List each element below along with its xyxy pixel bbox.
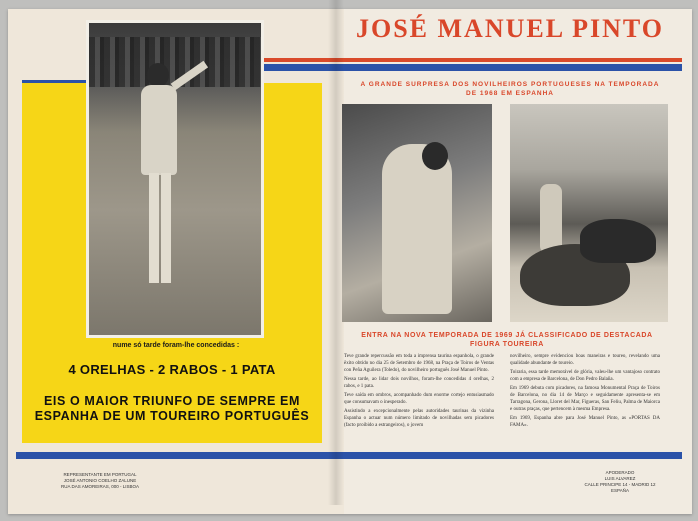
top-red-stripe-right: [262, 58, 682, 62]
trophies-intro: nume só tarde foram-lhe concedidas :: [112, 342, 240, 349]
paragraph: novilheiro, sempre evidenciou boas maneiras e toureo, revelando uma qualidade abundante de toureio.: [510, 354, 660, 366]
paragraph: Teve grande repercussão em toda a imprensa taurina espanhola, o grande êxito obtido no dia 25 de Setembro de 1968, na Praça de Toiros de Ventas con Peña Aguilera (Toledo), do novilheiro português José Manuel Pinto.: [344, 354, 494, 373]
matador-body: [141, 85, 177, 175]
imprint-line: LUIS ALVAREZ: [604, 476, 636, 481]
imprint-line: REPRESENTANTE EM PORTUGAL: [63, 472, 137, 477]
top-blue-stripe-right: [262, 64, 682, 71]
right-imprint: [560, 470, 680, 494]
torero-figure: [382, 144, 452, 314]
matador-photo: [86, 20, 264, 338]
page-subtitle: A GRANDE SURPRESA DOS NOVILHEIROS PORTUGUESES NA TEMPORADA DE 1968 EM ESPANHA: [360, 81, 660, 97]
left-imprint: [20, 472, 180, 490]
paragraph: Em 1969 debuta com picadores, na famosa Monumental Praça de Toiros de Barcelona, no dia 14 de Março e seguidamente apresenta-se em Tarragona, Gerona, Lloret del Mar, Figueras, San Feliu, Palma de Maiorca e outras praças, que pertencem à mesma Empresa.: [510, 386, 660, 412]
body-column-2: [510, 353, 660, 431]
paragraph: Em 1969, Espanha abre para José Manuel Pinto, as «PORTAS DA FAMA».: [510, 416, 660, 428]
paragraph: Toiraria, essa tarde memorável de glória, valeu-lhe um vantajoso contrato com a empresa de Barcelona, de Don Pedro Balaña.: [510, 370, 660, 382]
bull-shape: [580, 219, 656, 263]
imprint-line: APODERADO: [605, 470, 635, 475]
torero-figure: [540, 184, 562, 254]
body-column-1: [344, 353, 494, 431]
matador-head: [147, 63, 169, 87]
imprint-line: ESPAÑA: [611, 488, 629, 493]
left-headline: EIS O MAIOR TRIUNFO DE SEMPRE EM ESPANHA DE UM TOUREIRO PORTUGUÊS: [34, 394, 310, 423]
trophies-line: 4 ORELHAS - 2 RABOS - 1 PATA: [68, 362, 276, 377]
imprint-line: JOSÉ ANTONIO COELHO ZALUNE: [63, 478, 137, 483]
bottom-blue-stripe-right: [336, 452, 682, 459]
bullfight-photo: [510, 104, 668, 322]
bottom-blue-stripe-left: [16, 452, 336, 459]
photo-caption: ENTRA NA NOVA TEMPORADA DE 1969 JÁ CLASSIFICADO DE DESTACADA FIGURA TOUREIRA: [361, 332, 653, 348]
matador-legs: [149, 173, 171, 283]
embrace-photo: [342, 104, 492, 322]
imprint-line: CALLE PRINCIPE 14 - MADRID 12: [584, 482, 656, 487]
paragraph: Nessa tarde, ao lidar dois novilhos, foram-lhe concedidas 4 orelhas, 2 rabos, e 1 pata.: [344, 377, 494, 389]
paragraph: Teve saída em ombros, acompanhado dum enorme cortejo entusiasmado que consumavam o inesperado.: [344, 393, 494, 405]
paragraph: Assistindo a excepcionalmente pelas autoridades taurinas da vizinha Espanha o actuar num número limitado de novilhadas sem picadores (facto proibido a estrangeiros), o jovem: [344, 409, 494, 428]
page-title: JOSÉ MANUEL PINTO: [355, 14, 664, 43]
imprint-line: RUA DAS AMOREIRAS, 000 - LISBOA: [60, 484, 140, 489]
torero-head: [422, 142, 448, 170]
